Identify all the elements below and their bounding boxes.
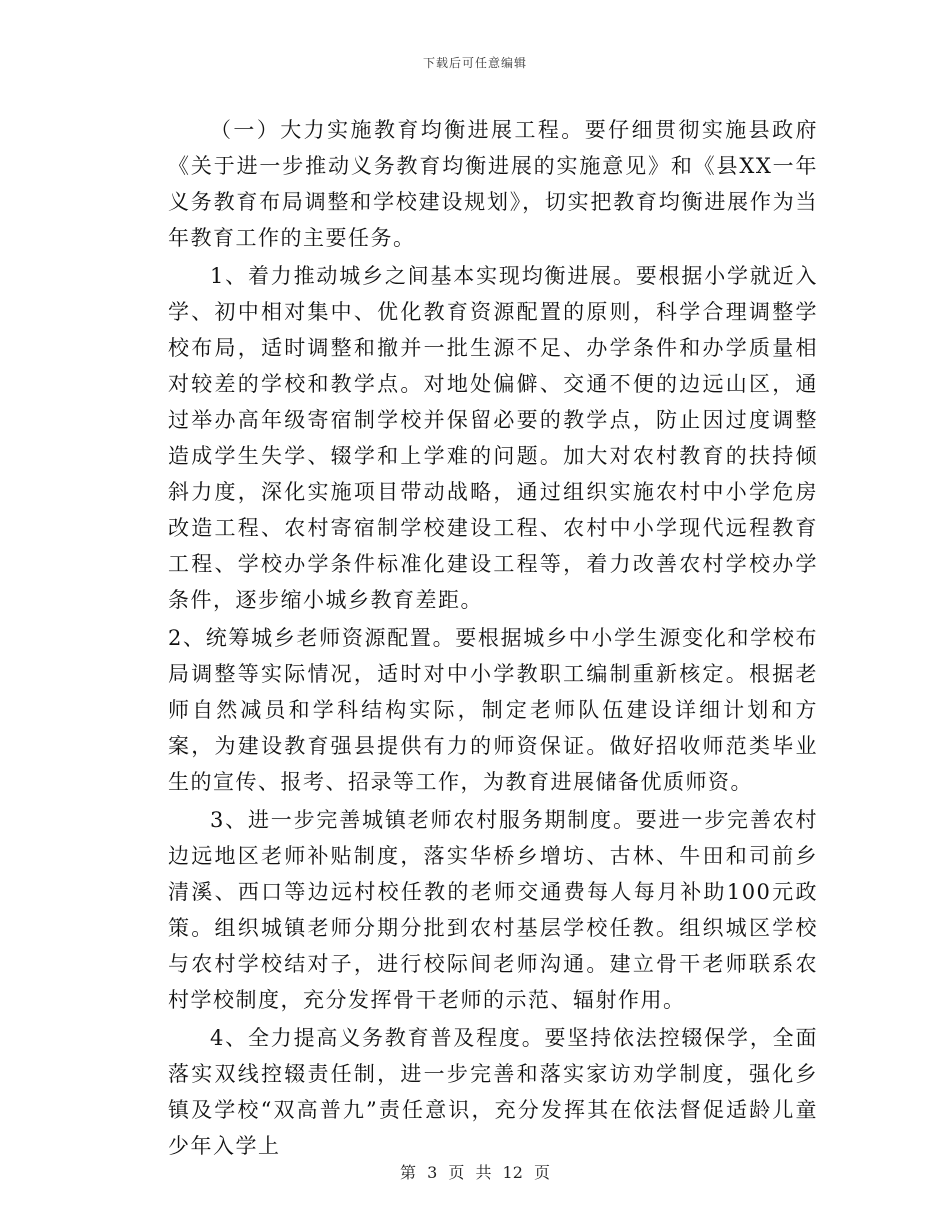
- paragraph-item-2: 2、统筹城乡老师资源配置。要根据城乡中小学生源变化和学校布局调整等实际情况，适时对中小学教职工编制重新核定。根据老师自然减员和学科结构实际，制定老师队伍建设详细计划和方案，为建设教育强县提供有力的师资保证。做好招收师范类毕业生的宣传、报考、招录等工作，为教育进展储备优质师资。: [168, 626, 818, 794]
- paragraph-item-4: 4、全力提高义务教育普及程度。要坚持依法控辍保学，全面落实双线控辍责任制，进一步完善和落实家访劝学制度，强化乡镇及学校“双高普九”责任意识，充分发挥其在依法督促适龄儿童少年入学上: [168, 1026, 818, 1158]
- page-header: 下载后可任意编辑: [422, 56, 527, 70]
- paragraph-section-one: （一）大力实施教育均衡进展工程。要仔细贯彻实施县政府《关于进一步推动义务教育均衡进展的实施意见》和《县XX一年义务教育布局调整和学校建设规划》，切实把教育均衡进展作为当年教育工作的主要任务。: [168, 118, 818, 250]
- document-body: [168, 112, 818, 1166]
- paragraph-item-3: 3、进一步完善城镇老师农村服务期制度。要进一步完善农村边远地区老师补贴制度，落实华桥乡增坊、古林、牛田和司前乡清溪、西口等边远村校任教的老师交通费每人每月补助100元政策。组织城镇老师分期分批到农村基层学校任教。组织城区学校与农村学校结对子，进行校际间老师沟通。建立骨干老师联系农村学校制度，充分发挥骨干老师的示范、辐射作用。: [168, 808, 818, 1012]
- page-number-footer: 第 3 页 共 12 页: [400, 1163, 550, 1182]
- paragraph-item-1: 1、着力推动城乡之间基本实现均衡进展。要根据小学就近入学、初中相对集中、优化教育资源配置的原则，科学合理调整学校布局，适时调整和撤并一批生源不足、办学条件和办学质量相对较差的学校和教学点。对地处偏僻、交通不便的边远山区，通过举办高年级寄宿制学校并保留必要的教学点，防止因过度调整造成学生失学、辍学和上学难的问题。加大对农村教育的扶持倾斜力度，深化实施项目带动战略，通过组织实施农村中小学危房改造工程、农村寄宿制学校建设工程、农村中小学现代远程教育工程、学校办学条件标准化建设工程等，着力改善农村学校办学条件，逐步缩小城乡教育差距。: [168, 264, 818, 612]
